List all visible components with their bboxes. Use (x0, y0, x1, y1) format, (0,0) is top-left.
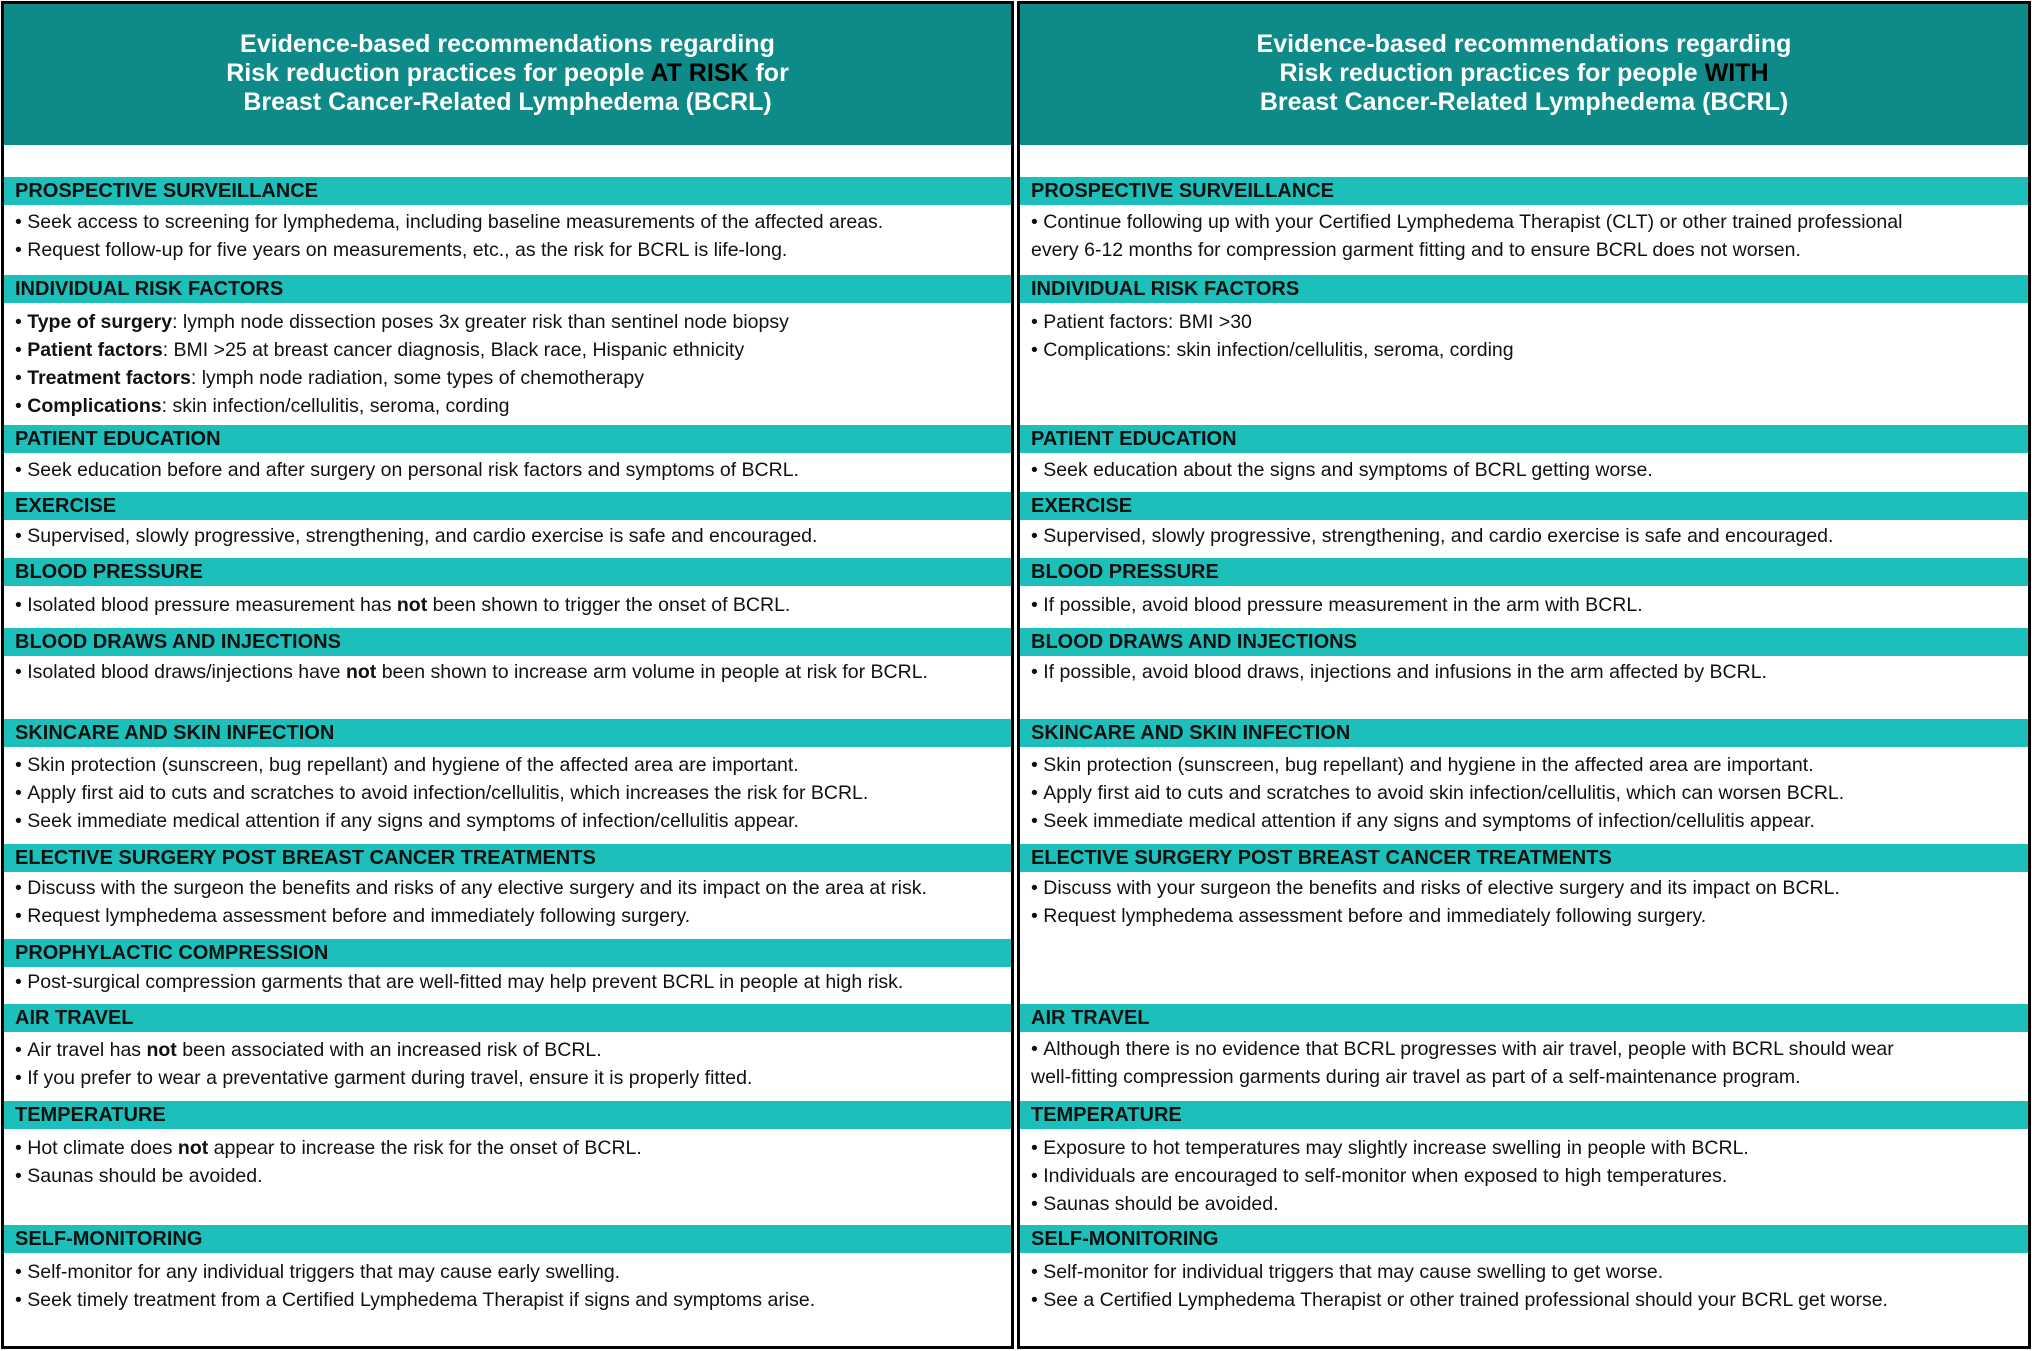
section-body-elective-surgery (4, 874, 1011, 930)
section-heading-skincare: SKINCARE AND SKIN INFECTION (1020, 719, 2028, 747)
section-heading-patient-education: PATIENT EDUCATION (1020, 425, 2028, 453)
list-item: • Seek education about the signs and symptoms of BCRL getting worse. (1031, 456, 2028, 484)
list-item: • Self-monitor for any individual triggers that may cause early swelling. (15, 1258, 1011, 1286)
section-heading-blood-pressure: BLOOD PRESSURE (4, 558, 1011, 586)
section-body-air-travel (4, 1036, 1011, 1092)
section-body-blood-draws (4, 658, 1011, 686)
section-heading-elective-surgery: ELECTIVE SURGERY POST BREAST CANCER TREATMENTS (4, 844, 1011, 872)
list-item: • Skin protection (sunscreen, bug repellant) and hygiene of the affected area are important. (15, 751, 1011, 779)
section-body-prophylactic-compression (4, 968, 1011, 996)
section-heading-self-monitoring: SELF-MONITORING (4, 1225, 1011, 1253)
list-item: • Supervised, slowly progressive, strengthening, and cardio exercise is safe and encouraged. (15, 522, 1011, 550)
section-body-individual-risk-factors (1020, 308, 2028, 364)
list-item: • Treatment factors: lymph node radiation, some types of chemotherapy (15, 364, 1011, 392)
list-item: • Continue following up with your Certified Lymphedema Therapist (CLT) or other trained professional (1031, 208, 2028, 236)
section-body-exercise (4, 522, 1011, 550)
header-line: Risk reduction practices for people WITH (1279, 59, 1769, 87)
header-line: Evidence-based recommendations regarding (240, 30, 775, 58)
section-body-exercise (1020, 522, 2028, 550)
list-item: • Request lymphedema assessment before and immediately following surgery. (15, 902, 1011, 930)
section-heading-prophylactic-compression: PROPHYLACTIC COMPRESSION (4, 939, 1011, 967)
section-heading-exercise: EXERCISE (1020, 492, 2028, 520)
section-heading-individual-risk-factors: INDIVIDUAL RISK FACTORS (1020, 275, 2028, 303)
section-heading-blood-draws: BLOOD DRAWS AND INJECTIONS (4, 628, 1011, 656)
section-body-blood-pressure (1020, 591, 2028, 619)
list-item: • Hot climate does not appear to increase the risk for the onset of BCRL. (15, 1134, 1011, 1162)
section-heading-prospective-surveillance: PROSPECTIVE SURVEILLANCE (1020, 177, 2028, 205)
list-item: • Saunas should be avoided. (1031, 1190, 2028, 1218)
list-item: • Post-surgical compression garments that are well-fitted may help prevent BCRL in people at high risk. (15, 968, 1011, 996)
section-heading-blood-draws: BLOOD DRAWS AND INJECTIONS (1020, 628, 2028, 656)
list-item: • Isolated blood draws/injections have not been shown to increase arm volume in people at risk for BCRL. (15, 658, 1011, 686)
list-item: • Request follow-up for five years on measurements, etc., as the risk for BCRL is life-long. (15, 236, 1011, 264)
section-heading-elective-surgery: ELECTIVE SURGERY POST BREAST CANCER TREATMENTS (1020, 844, 2028, 872)
list-item: • Seek education before and after surgery on personal risk factors and symptoms of BCRL. (15, 456, 1011, 484)
list-item: • Individuals are encouraged to self-monitor when exposed to high temperatures. (1031, 1162, 2028, 1190)
section-body-individual-risk-factors (4, 308, 1011, 420)
list-item: • If possible, avoid blood pressure measurement in the arm with BCRL. (1031, 591, 2028, 619)
section-body-patient-education (4, 456, 1011, 484)
section-heading-air-travel: AIR TRAVEL (4, 1004, 1011, 1032)
section-body-temperature (4, 1134, 1011, 1190)
section-heading-skincare: SKINCARE AND SKIN INFECTION (4, 719, 1011, 747)
section-heading-temperature: TEMPERATURE (1020, 1101, 2028, 1129)
section-body-blood-draws (1020, 658, 2028, 686)
section-heading-air-travel: AIR TRAVEL (1020, 1004, 2028, 1032)
at-risk-panel (1, 1, 1014, 1349)
section-body-self-monitoring (1020, 1258, 2028, 1314)
header-highlight: WITH (1704, 59, 1769, 87)
list-item: • If possible, avoid blood draws, injections and infusions in the arm affected by BCRL. (1031, 658, 2028, 686)
list-item: • Type of surgery: lymph node dissection poses 3x greater risk than sentinel node biopsy (15, 308, 1011, 336)
list-item: • Request lymphedema assessment before and immediately following surgery. (1031, 902, 2028, 930)
list-item: • Skin protection (sunscreen, bug repellant) and hygiene in the affected area are important. (1031, 751, 2028, 779)
with-bcrl-panel (1017, 1, 2031, 1349)
header-line: Breast Cancer-Related Lymphedema (BCRL) (243, 88, 772, 116)
section-heading-individual-risk-factors: INDIVIDUAL RISK FACTORS (4, 275, 1011, 303)
list-item: • Apply first aid to cuts and scratches to avoid skin infection/cellulitis, which can worsen BCRL. (1031, 779, 2028, 807)
list-item: • Complications: skin infection/cellulitis, seroma, cording (1031, 336, 2028, 364)
list-item: • Isolated blood pressure measurement has not been shown to trigger the onset of BCRL. (15, 591, 1011, 619)
header-highlight: AT RISK (650, 59, 749, 87)
list-item: • Supervised, slowly progressive, strengthening, and cardio exercise is safe and encouraged. (1031, 522, 2028, 550)
section-body-skincare (4, 751, 1011, 835)
list-item: • Seek immediate medical attention if any signs and symptoms of infection/cellulitis appear. (15, 807, 1011, 835)
section-body-blood-pressure (4, 591, 1011, 619)
header-line: Risk reduction practices for people AT RISK for (226, 59, 789, 87)
section-heading-exercise: EXERCISE (4, 492, 1011, 520)
list-item: • Patient factors: BMI >30 (1031, 308, 2028, 336)
with-bcrl-header (1020, 4, 2028, 145)
header-line: Evidence-based recommendations regarding (1256, 30, 1792, 58)
list-item-continuation: well-fitting compression garments during air travel as part of a self-maintenance program. (1031, 1066, 1801, 1088)
list-item: • Patient factors: BMI >25 at breast cancer diagnosis, Black race, Hispanic ethnicity (15, 336, 1011, 364)
list-item: • See a Certified Lymphedema Therapist or other trained professional should your BCRL get worse. (1031, 1286, 2028, 1314)
list-item: • Seek immediate medical attention if any signs and symptoms of infection/cellulitis appear. (1031, 807, 2028, 835)
list-item: • Self-monitor for individual triggers that may cause swelling to get worse. (1031, 1258, 2028, 1286)
list-item: • Saunas should be avoided. (15, 1162, 1011, 1190)
section-body-prospective-surveillance (1020, 208, 2028, 264)
section-heading-temperature: TEMPERATURE (4, 1101, 1011, 1129)
section-body-air-travel (1020, 1035, 2028, 1091)
list-item: • Complications: skin infection/cellulitis, seroma, cording (15, 392, 1011, 420)
list-item: • Discuss with your surgeon the benefits and risks of elective surgery and its impact on BCRL. (1031, 874, 2028, 902)
header-line: Breast Cancer-Related Lymphedema (BCRL) (1259, 88, 1789, 116)
section-body-temperature (1020, 1134, 2028, 1218)
at-risk-header (4, 4, 1011, 145)
list-item: • Air travel has not been associated with an increased risk of BCRL. (15, 1036, 1011, 1064)
list-item: • Seek timely treatment from a Certified Lymphedema Therapist if signs and symptoms arise. (15, 1286, 1011, 1314)
section-heading-prospective-surveillance: PROSPECTIVE SURVEILLANCE (4, 177, 1011, 205)
list-item: • Seek access to screening for lymphedema, including baseline measurements of the affected areas. (15, 208, 1011, 236)
section-body-self-monitoring (4, 1258, 1011, 1314)
list-item: • Although there is no evidence that BCRL progresses with air travel, people with BCRL should wear (1031, 1035, 2028, 1063)
section-body-skincare (1020, 751, 2028, 835)
section-body-prospective-surveillance (4, 208, 1011, 264)
section-heading-patient-education: PATIENT EDUCATION (4, 425, 1011, 453)
section-body-patient-education (1020, 456, 2028, 484)
section-heading-self-monitoring: SELF-MONITORING (1020, 1225, 2028, 1253)
list-item: • Exposure to hot temperatures may slightly increase swelling in people with BCRL. (1031, 1134, 2028, 1162)
section-heading-blood-pressure: BLOOD PRESSURE (1020, 558, 2028, 586)
list-item: • If you prefer to wear a preventative garment during travel, ensure it is properly fitted. (15, 1064, 1011, 1092)
list-item: • Apply first aid to cuts and scratches to avoid infection/cellulitis, which increases the risk for BCRL. (15, 779, 1011, 807)
list-item: • Discuss with the surgeon the benefits and risks of any elective surgery and its impact on the area at risk. (15, 874, 1011, 902)
list-item-continuation: every 6-12 months for compression garment fitting and to ensure BCRL does not worsen. (1031, 239, 1801, 261)
section-body-elective-surgery (1020, 874, 2028, 930)
